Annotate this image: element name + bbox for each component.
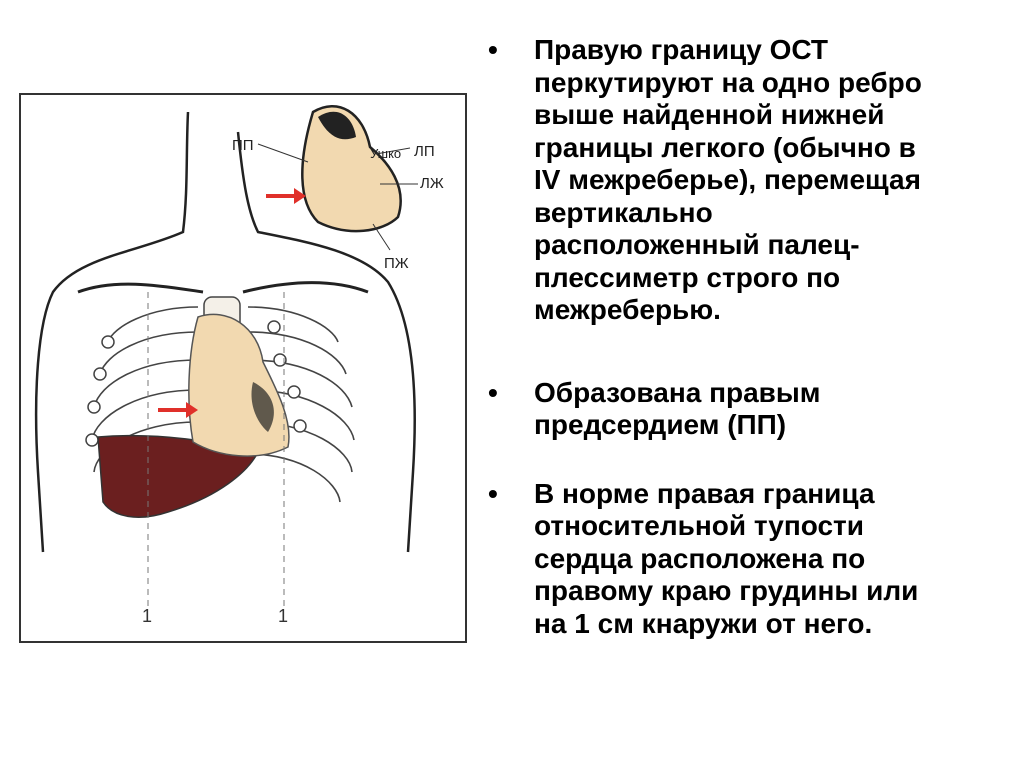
bullet-item (488, 34, 1018, 327)
bullet-list (488, 34, 1018, 640)
bullet-text: В норме правая граница относительной тупости сердца расположена по правому краю грудины или на 1 см кнаружи от него. (534, 477, 919, 639)
bullet-item (488, 478, 1018, 641)
label-lzh: ЛЖ (420, 175, 444, 192)
line-label-left: 1 (142, 606, 153, 626)
label-pzh: ПЖ (384, 255, 409, 272)
chest-percussion-diagram (18, 92, 470, 644)
label-ushko: Ушко (370, 146, 402, 161)
bullet-text: Образована правым предсердием (ПП) (534, 376, 821, 440)
bullet-item (488, 377, 1018, 442)
label-lp: ЛП (414, 143, 435, 160)
bullet-marker: • (488, 34, 498, 65)
line-label-right: 1 (278, 606, 289, 626)
bullet-text: Правую границу ОСТ перкутируют на одно ребро выше найденной нижней границы легкого (обычно в IV межреберье), перемещая вертикально расположенный палец- плессиметр строго по межреберью. (534, 34, 922, 325)
bullet-marker: • (488, 477, 498, 509)
anatomy-illustration (18, 92, 470, 644)
label-pp: ПП (232, 137, 254, 154)
bullet-marker: • (488, 376, 498, 408)
